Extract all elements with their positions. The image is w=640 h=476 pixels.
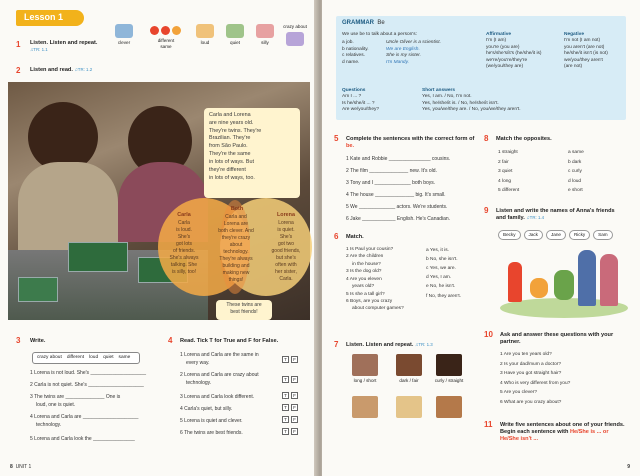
ex8-left: 1 straight 2 fair 3 quiet 4 long 5 different (498, 150, 520, 194)
ex4-tf-3 (280, 392, 298, 399)
intro-text-box: Carla and Lorena are nine years old. They're twins. They're Brazilian. They're from São Paulo. They're the same in lots of ways. But they're different in lots of ways, too. (204, 108, 300, 198)
true-checkbox[interactable]: T (282, 356, 289, 363)
ex3-item-3: 3 The twins are ______________ One is (30, 394, 121, 400)
face-fair-hair (396, 396, 422, 418)
circuit-board (18, 277, 58, 302)
face-short-hair (352, 396, 378, 418)
venn-text-both: Carla and Lorena are both clever. And they're crazy about technology. They're always building and making new things! (218, 214, 254, 283)
ex4-tf-4 (280, 404, 298, 411)
ex4-item-6: 6 The twins are best friends. (180, 430, 243, 436)
child-figure (530, 278, 548, 298)
fruit-icon (146, 24, 186, 38)
crazy-about-picture-icon (286, 32, 304, 46)
face-long-hair (352, 354, 378, 376)
ex3-item-5: 5 Lorena and Carla look the _______________ (30, 436, 135, 442)
exercise-10-title: Ask and answer these questions with your partner. (500, 332, 614, 345)
exercise-1-title: Listen. Listen and repeat. ♫TR: 1.1 (30, 40, 98, 52)
loud-picture-icon (196, 24, 214, 38)
exercise-4-title: Read. Tick T for True and F for False. (180, 338, 279, 344)
ex10-questions: 1 Are you ten years old? 2 Is your dad/mum a doctor? 3 Have you got straight hair? 4 Who is very different from you? 5 Are you clever? 6 What are you crazy about? (500, 352, 571, 405)
true-checkbox[interactable]: T (282, 376, 289, 383)
ex3-item-3b: loud, one is quiet. (36, 402, 76, 408)
ex3-item-4: 4 Lorena and Carla are ____________________ (30, 414, 139, 420)
ex4-item-1b: every way. (186, 360, 210, 366)
grammar-questions: Questions Am I ... ? Is he/she/it ... ? Are we/you/they? (342, 88, 380, 113)
ex5-item-2: 2 The film ______________ new. It's old. (346, 168, 437, 174)
exercise-1-number: 1 (16, 40, 21, 49)
grammar-short-answers: Short answers Yes, I am. / No, I'm not. Yes, he/she/it is. / No, he/she/it isn't. Yes, you/we/they are. / No, you/we/they aren't. (422, 88, 521, 113)
ex3-item-2: 2 Carla is not quiet. She's ____________________ (30, 382, 144, 388)
silly-picture-icon (256, 24, 274, 38)
audio-track-icon: ♫ (74, 67, 78, 72)
clever-picture-icon (115, 24, 133, 38)
lesson-title: Lesson 1 (24, 12, 64, 22)
grammar-title: GRAMMAR Be (342, 20, 385, 26)
adult-figure (578, 250, 596, 306)
false-checkbox[interactable]: F (291, 428, 298, 435)
exercise-9-number: 9 (484, 206, 489, 215)
girl-left-body (18, 162, 118, 252)
adult-figure (600, 254, 618, 306)
ex4-item-4: 4 Carla's quiet, but silly. (180, 406, 233, 412)
false-checkbox[interactable]: F (291, 416, 298, 423)
left-page-footer: 8 UNIT 1 (10, 463, 32, 470)
exercise-5-title: Complete the sentences with the correct form of be. (346, 136, 475, 149)
grammar-box (336, 16, 626, 120)
label-long-short: long / short (353, 378, 377, 383)
best-friends-box: These twins are best friends! (216, 300, 272, 320)
ex4-item-5: 5 Lorena is quiet and clever. (180, 418, 243, 424)
exercise-11-number: 11 (484, 420, 493, 429)
exercise-2-title: Listen and read. ♫TR: 1.2 (30, 67, 93, 73)
ex5-item-5: 5 We _____________ actors. We're students. (346, 204, 448, 210)
exercise-2-number: 2 (16, 66, 21, 75)
family-illustration (500, 244, 628, 320)
audio-track-icon: ♫ (526, 214, 530, 220)
true-checkbox[interactable]: T (282, 428, 289, 435)
left-page (0, 0, 318, 476)
ex4-item-1: 1 Lorena and Carla are the same in (180, 352, 259, 358)
exercise-11-title: Write five sentences about one of your friends. Begin each sentence with He/She is ... or He/She isn't ... (500, 422, 625, 442)
ex8-right: a same b dark c curly d loud e short (568, 150, 584, 194)
face-curly-hair (436, 354, 462, 376)
exercise-8-number: 8 (484, 134, 489, 143)
grammar-affirmative: Affirmative I'm (I am) you're (you are) he's/she's/it's (he/she/it is) we're/you're/they're (we/you/they are) (486, 32, 542, 70)
vocab-crazy-about: crazy about (280, 24, 310, 48)
false-checkbox[interactable]: F (291, 404, 298, 411)
exercise-8-title: Match the opposites. (496, 136, 552, 142)
ex9-name-chips: Becky Jack Jane Ricky Sam (498, 230, 616, 240)
venn-label-both: Both (230, 206, 244, 212)
exercise-3-number: 3 (16, 336, 21, 345)
exercise-6-number: 6 (334, 232, 339, 241)
ex4-item-2: 2 Lorena and Carla are crazy about (180, 372, 259, 378)
true-checkbox[interactable]: T (282, 404, 289, 411)
exercise-6-title: Match. (346, 234, 364, 240)
lesson-banner (16, 10, 84, 26)
child-figure (554, 270, 574, 300)
ex5-item-3: 3 Tony and I _____________ both boys. (346, 180, 436, 186)
ex5-item-1: 1 Kate and Robbie _______________ cousins. (346, 156, 451, 162)
grammar-uses: We use be to talk about a person's: a job. b nationality. c relatives. d name. Uncle Oliver is a scientist. We are English. She is my sister. I'm Mandy. (342, 32, 441, 65)
ex4-item-3: 3 Lorena and Carla look different. (180, 394, 255, 400)
audio-track-icon: ♫ (415, 342, 419, 347)
ex4-tf-5 (280, 416, 298, 423)
false-checkbox[interactable]: F (291, 356, 298, 363)
exercise-9-title: Listen and write the names of Anna's friends and family. ♫TR: 1.4 (496, 208, 615, 221)
ex4-item-2b: technology. (186, 380, 212, 386)
right-page (322, 0, 640, 476)
quiet-picture-icon (226, 24, 244, 38)
false-checkbox[interactable]: F (291, 392, 298, 399)
exercise-7-number: 7 (334, 340, 339, 349)
label-dark-fair: dark / fair (399, 378, 419, 383)
ex4-tf-1 (280, 356, 298, 363)
exercise-5-number: 5 (334, 134, 339, 143)
ex6-answers: a Yes, it is. b No, she isn't. c Yes, we are. d Yes, I am. e No, he isn't. f No, they aren't. (426, 248, 462, 299)
ex5-item-6: 6 Jake ____________ English. He's Canadian. (346, 216, 451, 222)
true-checkbox[interactable]: T (282, 392, 289, 399)
grammar-negative: Negative I'm not (I am not) you aren't (are not) he/she/it isn't (is not) we/you/they aren't (are not) (564, 32, 608, 70)
audio-track-icon: ♫ (30, 46, 34, 52)
true-checkbox[interactable]: T (282, 416, 289, 423)
word-bank: crazy about different loud quiet same (32, 352, 140, 364)
face-straight-hair (436, 396, 462, 418)
right-page-footer (627, 464, 630, 470)
venn-label-lorena: Lorena (277, 212, 295, 218)
venn-label-carla: Carla (177, 212, 191, 218)
ex4-tf-2 (280, 376, 298, 383)
page-number: 8 (10, 463, 13, 470)
label-curly-straight: curly / straight (434, 378, 464, 383)
vocab-clever: clever (110, 24, 138, 46)
exercise-3-title: Write. (30, 338, 46, 344)
exercise-10-number: 10 (484, 330, 493, 339)
circuit-board (68, 242, 128, 272)
venn-text-lorena: Lorena is quiet. She's got two good friends, but she's often with her sister, Carla. (271, 220, 301, 282)
vocab-different-same: different same (146, 24, 186, 49)
ex5-item-4: 4 The house ______________ big. It's small. (346, 192, 446, 198)
page-number: 9 (627, 463, 630, 470)
exercise-4-number: 4 (168, 336, 173, 345)
false-checkbox[interactable]: F (291, 376, 298, 383)
ex4-tf-6 (280, 428, 298, 435)
venn-text-carla: Carla is loud. She's got lots of friends. She's always talking. She is silly, too! (169, 220, 199, 275)
vocab-loud: loud (192, 24, 218, 46)
exercise-7-title: Listen. Listen and repeat. ♫TR: 1.3 (346, 342, 433, 348)
vocab-silly: silly (252, 24, 278, 46)
child-figure (508, 262, 522, 302)
vocab-quiet: quiet (222, 24, 248, 46)
face-dark-hair (396, 354, 422, 376)
ex6-questions: 1 Is Paul your cousin? 2 Are the children in the house? 3 Is the dog old? 4 Are you eleven years old? 5 Is she a tall girl? 6 Boys, are you crazy about computer games? (346, 247, 404, 312)
ex3-item-1: 1 Lorena is not loud. She's ____________________ (30, 370, 147, 376)
ex3-item-4b: technology. (36, 422, 62, 428)
